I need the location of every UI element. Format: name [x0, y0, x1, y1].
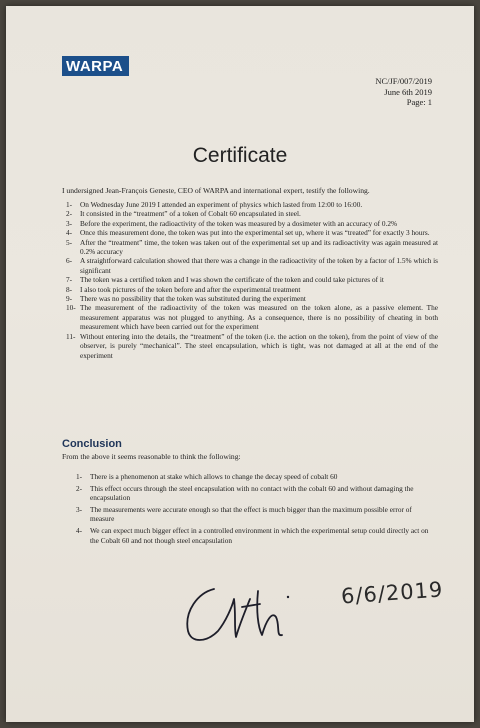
list-item — [66, 219, 438, 228]
item-text: Before the experiment, the radioactivity of the token was measured by a dosimeter with an accuracy of 0.2% — [80, 218, 398, 228]
conclusion-intro: From the above it seems reasonable to think the following: — [62, 452, 241, 461]
item-number: 4- — [76, 525, 83, 535]
document-date: June 6th 2019 — [384, 86, 432, 97]
item-number: 3- — [66, 218, 73, 228]
findings-list — [66, 200, 438, 360]
list-item — [76, 505, 436, 524]
list-item — [76, 526, 436, 545]
list-item — [76, 472, 436, 482]
document-meta — [375, 76, 432, 108]
item-number: 4- — [66, 228, 73, 238]
list-item — [66, 275, 438, 284]
intro-statement: I undersigned Jean-François Geneste, CEO of WARPA and international expert, testify the following. — [62, 186, 370, 195]
item-number: 6- — [66, 256, 73, 266]
item-number: 1- — [76, 472, 83, 481]
item-number: 9- — [66, 294, 73, 304]
item-number: 2- — [76, 483, 83, 493]
page-number: Page: 1 — [406, 97, 432, 107]
item-text: On Wednesday June 2019 I attended an experiment of physics which lasted from 12:00 to 16:00. — [80, 200, 363, 209]
list-item — [66, 200, 438, 209]
item-number: 3- — [76, 504, 83, 514]
item-text: The measurements were accurate enough so that the effect is much bigger than the maximum possible error of measure — [90, 504, 412, 524]
conclusion-heading: Conclusion — [62, 438, 122, 450]
item-number: 10- — [66, 303, 76, 313]
certificate-page — [6, 6, 474, 722]
page-title: Certificate — [192, 144, 288, 167]
item-text: I also took pictures of the token before and after the experimental treatment — [80, 284, 301, 294]
item-text: Without entering into the details, the “treatment” of the token (i.e. the action on the token), from the point of view of the observer, is purely “mechanical”. The steel encapsulation, which is tight, was not damaged at all at the end of the experiment — [80, 331, 438, 360]
list-item — [66, 238, 438, 257]
list-item — [76, 484, 436, 503]
item-number: 8- — [66, 284, 73, 294]
list-item — [66, 256, 438, 275]
list-item — [66, 294, 438, 303]
item-text: It consisted in the “treatment” of a token of Cobalt 60 encapsulated in steel. — [80, 209, 301, 219]
item-text: The measurement of the radioactivity of the token was measured on the token alone, as a passive element. The measurement apparatus was not plugged to anything. As a consequence, there is no possibility of cheating in both measurement which have been carried out for the experiment — [80, 303, 438, 332]
item-text: Once this measurement done, the token was put into the experimental set up, where it was “treated” for exactly 3 hours. — [80, 228, 430, 238]
item-number: 1- — [66, 200, 73, 209]
list-item — [66, 228, 438, 237]
item-text: There is a phenomenon at stake which allows to change the decay speed of cobalt 60 — [90, 472, 338, 481]
list-item — [66, 303, 438, 331]
handwritten-date: 6/6/2019 — [340, 577, 445, 609]
list-item — [66, 209, 438, 218]
item-text: After the “treatment” time, the token was taken out of the experimental set up and its radioactivity was again measured at 0.2% accuracy — [80, 237, 438, 257]
handwritten-signature — [176, 571, 296, 651]
conclusion-list — [76, 472, 436, 547]
item-number: 2- — [66, 209, 73, 219]
logo-text: WARPA — [66, 57, 124, 75]
item-number: 5- — [66, 237, 73, 247]
item-text: The token was a certified token and I was shown the certificate of the token and could take pictures of it — [80, 275, 384, 285]
item-text: A straightforward calculation showed that there was a change in the radioactivity of the token by a factor of 1.5% which is significant — [80, 256, 438, 275]
list-item — [66, 285, 438, 294]
item-text: This effect occurs through the steel encapsulation with no contact with the cobalt 60 and without damaging the encapsulation — [90, 483, 414, 503]
warpa-logo — [62, 56, 129, 76]
item-number: 7- — [66, 275, 73, 285]
item-number: 11- — [66, 331, 76, 341]
reference-number: NC/JF/007/2019 — [375, 76, 432, 86]
item-text: There was no possibility that the token was substituted during the experiment — [80, 294, 306, 304]
item-text: We can expect much bigger effect in a controlled environment in which the experimental setup could directly act on the Cobalt 60 and not though steel encapsulation — [90, 525, 429, 545]
list-item — [66, 332, 438, 360]
